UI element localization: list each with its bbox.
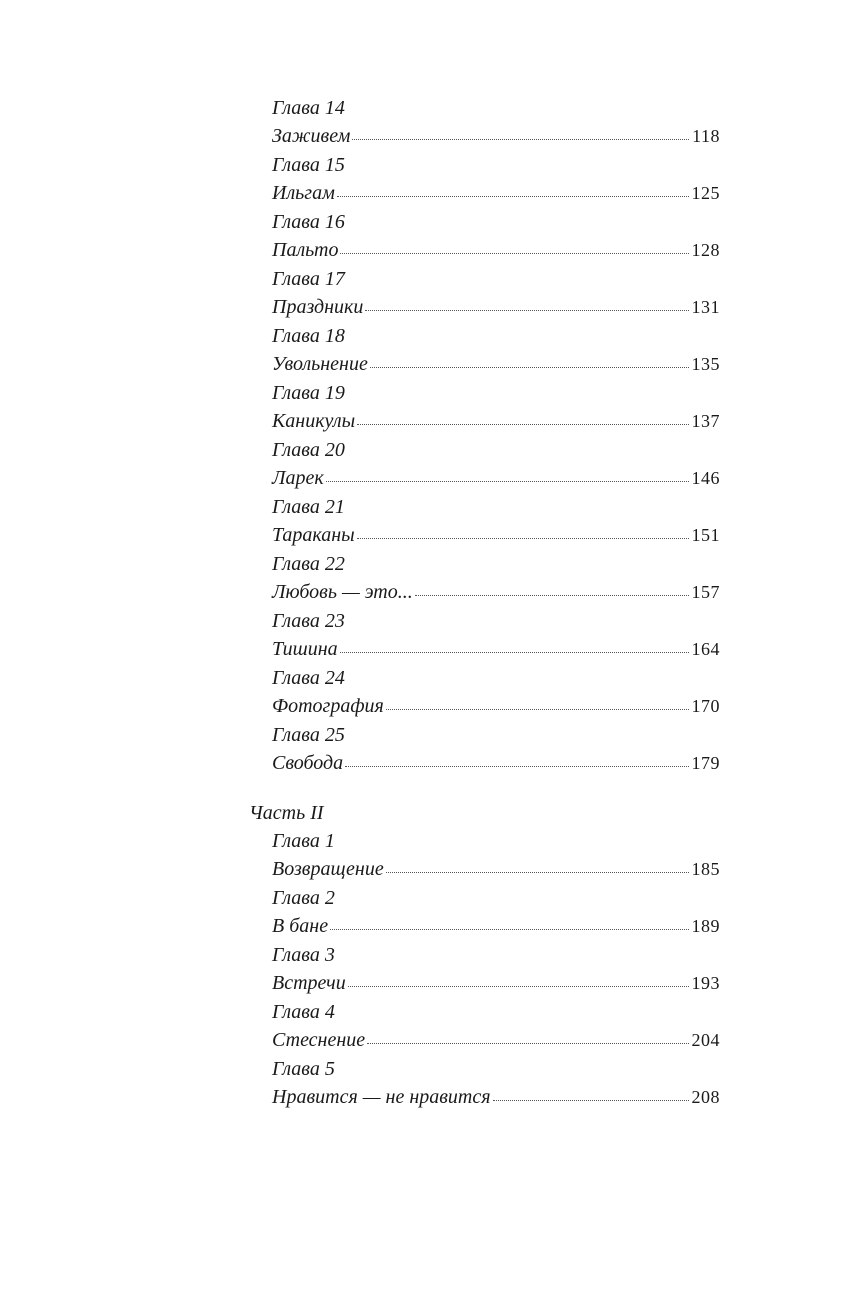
dot-leader [367,1043,688,1044]
chapter-title-line [272,912,720,941]
chapter-number: Глава 18 [272,325,345,347]
chapter-title-line [272,407,720,436]
toc-entry [272,721,720,778]
dot-leader [348,986,689,987]
chapter-number: Глава 4 [272,1001,335,1023]
page-number: 170 [691,696,720,716]
chapter-title-line [272,1026,720,1055]
chapter-number: Глава 3 [272,944,335,966]
page-number: 128 [691,240,720,260]
chapter-title-line [272,521,720,550]
chapter-title: Ильгам [272,182,335,204]
page-number: 135 [691,354,720,374]
dot-leader [340,253,688,254]
toc-entry [272,151,720,208]
toc-entry [272,379,720,436]
chapter-number: Глава 22 [272,553,345,575]
dot-leader [386,709,689,710]
chapter-number: Глава 2 [272,887,335,909]
chapter-title: Праздники [272,296,364,318]
page-number: 204 [691,1030,720,1050]
chapter-title-line [272,350,720,379]
part-two-chapter-list [0,827,862,1112]
chapter-number: Глава 24 [272,667,345,689]
chapter-title: Пальто [272,239,339,261]
toc-entry [272,493,720,550]
page-number: 118 [692,126,720,146]
chapter-number: Глава 16 [272,211,345,233]
dot-leader [337,196,689,197]
chapter-number: Глава 17 [272,268,345,290]
chapter-title-line [272,692,720,721]
page-number: 164 [691,639,720,659]
chapter-title: В бане [272,915,329,937]
page-number: 137 [691,411,720,431]
chapter-title: Каникулы [272,410,356,432]
chapter-number: Глава 21 [272,496,345,518]
chapter-title: Нравится — не нравится [272,1086,491,1108]
toc-entry [272,884,720,941]
dot-leader [330,929,688,930]
page-number: 185 [691,859,720,879]
dot-leader [352,139,689,140]
chapter-title-line [272,122,720,151]
chapter-title: Встречи [272,972,346,994]
toc-entry [272,265,720,322]
chapter-title-line [272,293,720,322]
chapter-title: Тишина [272,638,338,660]
dot-leader [370,367,689,368]
chapter-number: Глава 19 [272,382,345,404]
chapter-number: Глава 15 [272,154,345,176]
chapter-title-line [272,464,720,493]
dot-leader [415,595,689,596]
chapter-number: Глава 1 [272,830,335,852]
chapter-title-line [272,1083,720,1112]
chapter-number: Глава 25 [272,724,345,746]
chapter-title-line [272,179,720,208]
page-number: 146 [691,468,720,488]
chapter-title-line [272,855,720,884]
toc-entry [272,94,720,151]
page-number: 125 [691,183,720,203]
part-two-heading: Часть II [249,802,324,824]
chapter-title: Любовь — это... [272,581,413,603]
chapter-title: Возвращение [272,858,384,880]
page-number: 151 [691,525,720,545]
chapter-title: Заживем [272,125,351,147]
dot-leader [345,766,688,767]
toc-entry [272,827,720,884]
dot-leader [357,538,689,539]
page-number: 208 [691,1087,720,1107]
dot-leader [493,1100,689,1101]
dot-leader [357,424,688,425]
page-number: 193 [691,973,720,993]
dot-leader [386,872,689,873]
chapter-title-line [272,236,720,265]
toc-entry [272,664,720,721]
toc-entry [272,436,720,493]
dot-leader [365,310,688,311]
chapter-title: Тараканы [272,524,355,546]
chapter-number: Глава 20 [272,439,345,461]
dot-leader [326,481,689,482]
part-one-chapter-list [0,94,862,778]
page-number: 157 [691,582,720,602]
toc-entry [272,607,720,664]
chapter-title-line [272,635,720,664]
chapter-number: Глава 5 [272,1058,335,1080]
page-number: 131 [691,297,720,317]
chapter-number: Глава 23 [272,610,345,632]
toc-entry [272,550,720,607]
page-number: 189 [691,916,720,936]
dot-leader [340,652,689,653]
toc-entry [272,322,720,379]
chapter-title: Свобода [272,752,344,774]
page-number: 179 [691,753,720,773]
chapter-title: Ларек [272,467,324,489]
chapter-title-line [272,969,720,998]
chapter-title: Фотография [272,695,384,717]
chapter-title-line [272,749,720,778]
toc-entry [272,1055,720,1112]
toc-entry [272,941,720,998]
toc-entry [272,998,720,1055]
table-of-contents [0,94,862,1112]
chapter-number: Глава 14 [272,97,345,119]
toc-entry [272,208,720,265]
chapter-title: Увольнение [272,353,368,375]
chapter-title-line [272,578,720,607]
chapter-title: Стеснение [272,1029,366,1051]
